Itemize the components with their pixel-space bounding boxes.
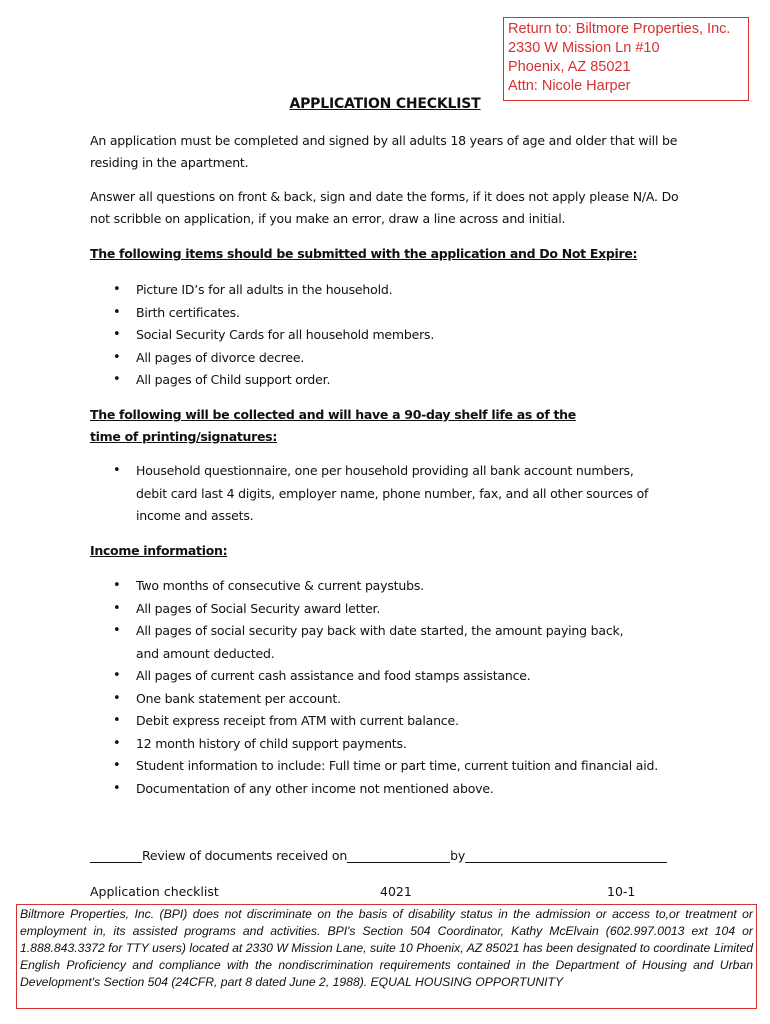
- page-title: APPLICATION CHECKLIST: [289, 96, 481, 112]
- section-heading-90-day: The following will be collected and will have a 90-day shelf life as of the time of printing/signatures:: [90, 407, 576, 444]
- reviewer-blank[interactable]: [465, 848, 667, 863]
- footer-form-name: Application checklist: [90, 884, 219, 899]
- list-item: • All pages of Child support order.: [113, 369, 673, 392]
- review-label: Review of documents received on: [142, 848, 348, 863]
- return-line: Attn: Nicole Harper: [508, 78, 631, 94]
- list-item: • Household questionnaire, one per household providing all bank account numbers, debit card last 4 digits, employer name, phone number, fax, and all other sources of income and assets.: [113, 460, 668, 528]
- initials-blank[interactable]: [90, 848, 142, 863]
- intro-paragraph-2: Answer all questions on front & back, sign and date the forms, if it does not apply please N/A. Do not scribble on application, if you make an error, draw a line across and initial.: [90, 189, 679, 226]
- return-line: Return to: Biltmore Properties, Inc.: [508, 21, 731, 37]
- return-address-box: [503, 17, 749, 101]
- return-line: 2330 W Mission Ln #10: [508, 40, 660, 56]
- ninety-day-list: [113, 460, 668, 528]
- list-item: • Birth certificates.: [113, 302, 673, 325]
- section-heading-income: Income information:: [90, 543, 228, 558]
- list-item: • Debit express receipt from ATM with current balance.: [113, 710, 673, 733]
- list-item: • One bank statement per account.: [113, 688, 673, 711]
- section-heading-no-expire: The following items should be submitted with the application and Do Not Expire:: [90, 246, 638, 261]
- list-item: • 12 month history of child support payments.: [113, 733, 673, 756]
- list-item: • Social Security Cards for all household members.: [113, 324, 673, 347]
- list-item: • All pages of current cash assistance and food stamps assistance.: [113, 665, 673, 688]
- income-list: [113, 575, 673, 800]
- footer-form-number: 4021: [380, 884, 412, 899]
- list-item: • Picture ID’s for all adults in the household.: [113, 279, 673, 302]
- return-line: Phoenix, AZ 85021: [508, 59, 631, 75]
- by-label: by: [450, 848, 466, 863]
- list-item: • Two months of consecutive & current paystubs.: [113, 575, 673, 598]
- footer-revision: 10-1: [607, 884, 636, 899]
- list-item: • All pages of social security pay back with date started, the amount paying back, and amount deducted.: [113, 620, 673, 665]
- review-signoff-line: [90, 848, 667, 863]
- nondiscrimination-notice: Biltmore Properties, Inc. (BPI) does not discriminate on the basis of disability status in the admission or access to,or treatment or employment in, its assisted programs and activities. BPI's Section 504 Coordinator, Kathy McElvain (602.997.0013 ext 104 or 1.888.843.3372 for TTY users) located at 2330 W Mission Lane, suite 10 Phoenix, AZ 85021 has been designated to coordinate Limited English Proficiency and compliance with the nondiscrimination requirements contained in the Department of Housing and Urban Development's Section 504 (24CFR, part 8 dated June 2, 1988). EQUAL HOUSING OPPORTUNITY: [16, 904, 757, 1009]
- list-item: • All pages of divorce decree.: [113, 347, 673, 370]
- list-item: • Student information to include: Full time or part time, current tuition and financial aid.: [113, 755, 673, 778]
- date-blank[interactable]: [347, 848, 450, 863]
- no-expire-list: [113, 279, 673, 392]
- list-item: • All pages of Social Security award letter.: [113, 598, 673, 621]
- intro-paragraph-1: An application must be completed and signed by all adults 18 years of age and older that will be residing in the apartment.: [90, 133, 678, 170]
- list-item: • Documentation of any other income not mentioned above.: [113, 778, 673, 801]
